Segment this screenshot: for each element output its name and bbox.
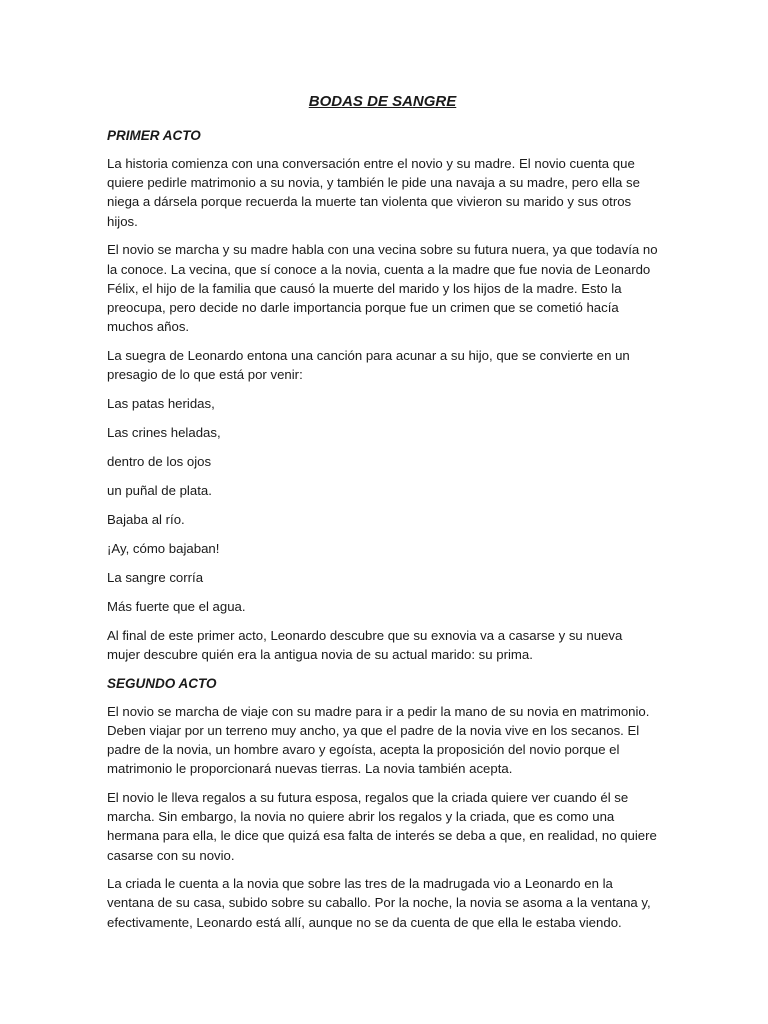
paragraph: La criada le cuenta a la novia que sobre las tres de la madrugada vio a Leonardo en la ventana de su casa, subido sobre su caballo. Por la noche, la novia se asoma a la ventana y, efectivamente, Leonardo está allí, aunque no se da cuenta de que ella le estaba viendo.	[107, 876, 651, 930]
document-title: BODAS DE SANGRE	[308, 93, 457, 110]
verse-line: dentro de los ojos	[107, 453, 212, 469]
verse-line: Las crines heladas,	[107, 424, 221, 440]
paragraph: El novio se marcha de viaje con su madre para ir a pedir la mano de su novia en matrimonio. Deben viajar por un terreno muy ancho, ya que el padre de la novia vive en los secanos. El padre de la novia, un hombre avaro y egoísta, acepta la proposición del novio porque el matrimonio le proporcionará nuevas tierras. La novia también acepta.	[107, 703, 650, 777]
verse-line: Bajaba al río.	[107, 511, 185, 527]
verse-line: La sangre corría	[107, 569, 204, 585]
verse-line: Las patas heridas,	[107, 395, 215, 411]
section-heading-primer-acto: PRIMER ACTO	[107, 128, 201, 143]
paragraph: El novio le lleva regalos a su futura esposa, regalos que la criada quiere ver cuando él se marcha. Sin embargo, la novia no quiere abrir los regalos y la criada, que es como una hermana para ella, le dice que quizá esa falta de interés se deba a que, en realidad, no quiere casarse con su novio.	[107, 789, 657, 863]
verse-line: un puñal de plata.	[107, 482, 212, 498]
section-heading-segundo-acto: SEGUNDO ACTO	[107, 675, 217, 691]
paragraph: La historia comienza con una conversación entre el novio y su madre. El novio cuenta que quiere pedirle matrimonio a su novia, y también le pide una navaja a su madre, pero ella se niega a dársela porque recuerda la muerte tan violenta que vivieron su marido y sus otros hijos.	[107, 156, 640, 229]
paragraph: La suegra de Leonardo entona una canción para acunar a su hijo, que se convierte en un presagio de lo que está por venir:	[107, 347, 630, 383]
paragraph: El novio se marcha y su madre habla con una vecina sobre su futura nuera, ya que todavía no la conoce. La vecina, que sí conoce a la novia, cuenta a la madre que fue novia de Leonardo Félix, el hijo de la familia que causó la muerte del marido y los hijos de la madre. Esto la preocupa, pero decide no darle importancia porque fue un crimen que se cometió hacía muchos años.	[107, 242, 658, 335]
paragraph: Al final de este primer acto, Leonardo descubre que su exnovia va a casarse y su nueva mujer descubre quién era la antigua novia de su actual marido: su prima.	[107, 627, 623, 662]
verse-line: ¡Ay, cómo bajaban!	[107, 540, 220, 556]
verse-line: Más fuerte que el agua.	[107, 598, 246, 614]
